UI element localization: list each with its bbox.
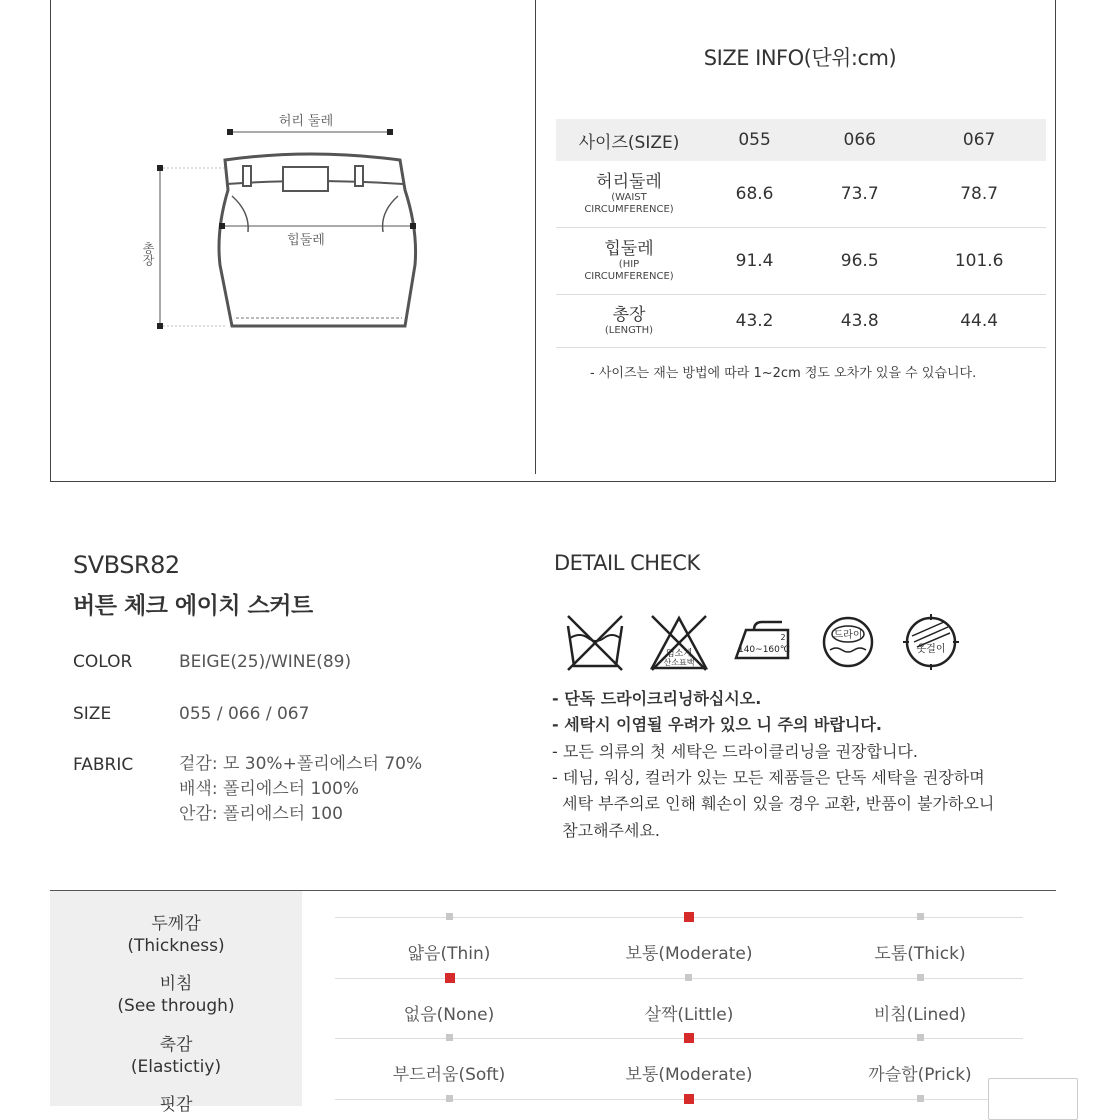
table-cell: 96.5 [807,228,912,295]
option-label: 얇음(Thin) [407,944,491,964]
scale-dot [917,913,924,920]
hip-label: 힙둘레 [287,233,325,248]
care-note: - 단독 드라이크리닝하십시오. [552,689,762,708]
care-note: - 세탁시 이염될 우려가 있으 니 주의 바랍니다. [552,715,882,734]
care-note: 참고해주세요. [552,821,660,840]
fabric-label: FABRIC [73,755,134,775]
attr-label-see-through: 비침 (See through) [117,974,235,1016]
care-note: 세탁 부주의로 인해 훼손이 있을 경우 교환, 반품이 불가하오니 [552,794,995,813]
size-table-header [556,119,1046,161]
size-note: - 사이즈는 재는 방법에 따라 1~2cm 정도 오차가 있을 수 있습니다. [590,366,977,381]
care-note: - 모든 의류의 첫 세탁은 드라이클리닝을 권장합니다. [552,742,918,761]
table-row [556,295,1046,348]
option-label: 도톰(Thick) [874,944,966,964]
iron-icon [732,612,794,672]
svg-text:드라이: 드라이 [833,630,863,641]
table-row [556,161,1046,228]
svg-text:2: 2 [780,633,786,642]
svg-text:140~160℃: 140~160℃ [737,645,791,655]
scale-dot-selected [684,1033,694,1043]
option-label: 비침(Lined) [873,1005,967,1025]
scale-dot-selected [684,912,694,922]
attr-label-elasticity: 축감 (Elastictiy) [130,1035,222,1077]
fabric-line: 겉감: 모 30%+폴리에스터 70% [179,754,423,774]
option-label: 보통(Moderate) [625,944,753,964]
option-label: 없음(None) [403,1005,495,1025]
length-label: 총장 [141,242,155,266]
scale-dot [446,1095,453,1102]
size-value: 055 / 066 / 067 [179,704,310,724]
scale-dot-selected [684,1094,694,1104]
waist-label: 허리 둘레 [278,114,334,129]
fabric-value [179,752,422,827]
skirt-size-diagram [130,100,430,340]
fabric-line: 배색: 폴리에스터 100% [179,779,360,799]
size-table [556,119,1046,348]
attr-label-thickness: 두께감 (Thickness) [127,914,225,956]
product-code: SVBSR82 [73,551,180,579]
option-label: 살짝(Little) [644,1005,734,1025]
option-label: 보통(Moderate) [625,1065,753,1085]
color-value: BEIGE(25)/WINE(89) [179,652,352,672]
scale-dot [685,974,692,981]
table-cell: 101.6 [912,228,1046,295]
svg-text:염소계: 염소계 [665,649,693,659]
table-row [556,228,1046,295]
no-bleach-icon [648,612,710,672]
option-label: 부드러움(Soft) [392,1065,506,1085]
svg-text:산소표백: 산소표백 [663,658,695,667]
care-note: - 데님, 워싱, 컬러가 있는 모든 제품들은 단독 세탁을 권장하며 [552,768,985,787]
svg-text:옷걸이: 옷걸이 [916,644,946,655]
table-cell: 91.4 [702,228,807,295]
header-cell: 055 [702,119,807,161]
scale-dot [917,1095,924,1102]
scale-dot-selected [445,973,455,983]
fabric-line: 안감: 폴리에스터 100 [179,804,343,824]
product-name: 버튼 체크 에이치 스커트 [73,593,313,619]
header-cell: 사이즈(SIZE) [556,119,702,161]
row-label: 총장 (LENGTH) [556,295,702,348]
no-washing-icon [564,612,626,672]
scale-dot [446,913,453,920]
table-cell: 73.7 [807,161,912,228]
table-cell: 68.6 [702,161,807,228]
size-info-title: SIZE INFO(단위:cm) [703,46,897,70]
table-cell: 43.2 [702,295,807,348]
row-label: 힙둘레 (HIP CIRCUMFERENCE) [556,228,702,295]
dry-clean-icon [818,612,878,672]
table-cell: 44.4 [912,295,1046,348]
attr-label-fit: 핏감 [159,1095,193,1115]
scale-dot [917,974,924,981]
header-cell: 066 [807,119,912,161]
table-cell: 43.8 [807,295,912,348]
row-label: 허리둘레 (WAIST CIRCUMFERENCE) [556,161,702,228]
size-label: SIZE [73,704,112,724]
scale-dot [917,1034,924,1041]
option-label: 까슬함(Prick) [868,1065,972,1085]
color-label: COLOR [73,652,133,672]
scroll-top-button[interactable] [988,1078,1078,1120]
scale-dot [446,1034,453,1041]
header-cell: 067 [912,119,1046,161]
panel-divider [535,0,536,474]
table-cell: 78.7 [912,161,1046,228]
detail-check-title: DETAIL CHECK [554,551,700,575]
no-hanger-dry-icon [900,612,962,672]
